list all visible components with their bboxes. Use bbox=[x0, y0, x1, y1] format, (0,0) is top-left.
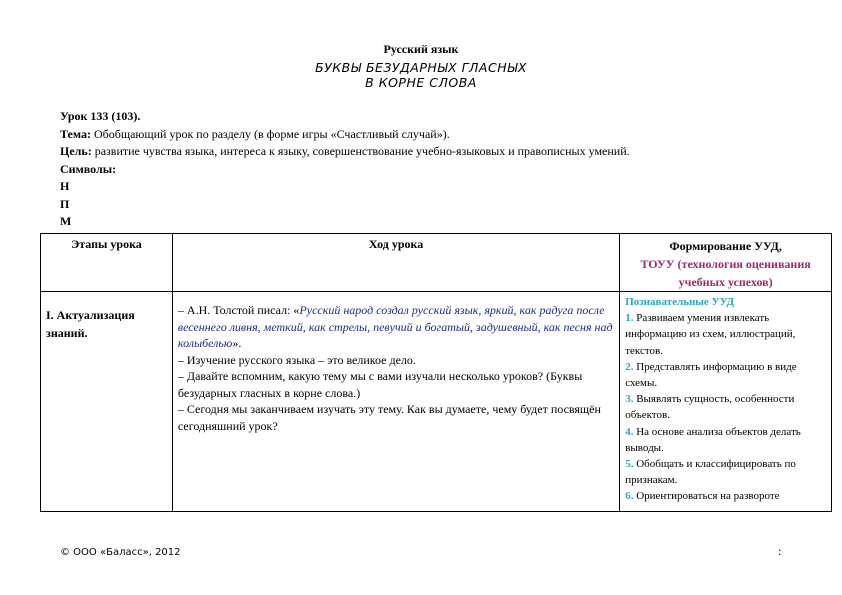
uud-cell bbox=[620, 292, 832, 512]
header-stages: Этапы урока bbox=[41, 234, 173, 292]
lesson-goal bbox=[60, 143, 800, 161]
symbol-p: П bbox=[60, 196, 70, 211]
quote-text: Русский народ создал русский язык, яркий, как радуга после весеннего ливня, меткий, как стрелы, певучий и богатый, задушевный, как песня над колыбелью bbox=[177, 303, 613, 350]
uud-item-number: 6. bbox=[625, 490, 634, 503]
uud-item bbox=[625, 359, 828, 391]
lesson-meta bbox=[60, 108, 800, 231]
page-mark: : bbox=[778, 544, 782, 558]
uud-item-number: 5. bbox=[625, 458, 634, 471]
course-cell bbox=[172, 292, 619, 512]
tolstoy-quote bbox=[178, 302, 614, 352]
uud-item-text: Ориентироваться на развороте bbox=[636, 490, 780, 503]
uud-item-text: Представлять информацию в виде схемы. bbox=[625, 360, 797, 390]
uud-item bbox=[625, 456, 828, 488]
quote-intro: – А.Н. Толстой писал: « bbox=[177, 303, 300, 317]
title-line-2: В КОРНЕ СЛОВА bbox=[365, 75, 477, 90]
header-course: Ход урока bbox=[172, 234, 619, 292]
topic-value: Обобщающий урок по разделу (в форме игры «Счастливый случай»). bbox=[93, 126, 450, 141]
symbol-m: М bbox=[60, 214, 72, 228]
goal-value: развитие чувства языка, интереса к языку, совершенствование учебно-языковых и правописных умений. bbox=[94, 144, 630, 158]
header-toou-line3: учебных успехов) bbox=[678, 275, 773, 289]
uud-item bbox=[625, 424, 828, 456]
quote-end: ». bbox=[232, 336, 242, 350]
header-toou-line2: ТОУУ (технология оценивания bbox=[640, 257, 811, 271]
symbol-n: Н bbox=[60, 179, 70, 193]
topic-label: Тема: bbox=[60, 126, 91, 141]
header-uud-line1: Формирование УУД, bbox=[669, 239, 782, 253]
uud-item-number: 2. bbox=[625, 360, 634, 373]
uud-item-number: 3. bbox=[625, 393, 634, 406]
course-line: – Сегодня мы заканчиваем изучать эту тему. Как вы думаете, чему будет посвящён сегодняшний урок? bbox=[177, 402, 601, 433]
table-header-row bbox=[41, 234, 832, 292]
uud-item-text: Развиваем умения извлекать информацию из схем, иллюстраций, текстов. bbox=[625, 312, 796, 357]
uud-item bbox=[625, 310, 828, 359]
uud-item-number: 1. bbox=[625, 312, 634, 325]
lesson-table bbox=[40, 233, 832, 512]
title-line-1: БУКВЫ БЕЗУДАРНЫХ ГЛАСНЫХ bbox=[315, 60, 527, 75]
uud-item-text: Выявлять сущность, особенности объектов. bbox=[625, 393, 795, 422]
uud-title: Познавательные УУД bbox=[625, 296, 735, 308]
table-row bbox=[41, 292, 832, 512]
stage-cell: I. Актуализация знаний. bbox=[41, 292, 173, 512]
lesson-number: Урок 133 (103). bbox=[60, 109, 141, 123]
uud-item bbox=[625, 391, 828, 423]
header-uud bbox=[620, 234, 832, 292]
lesson-topic bbox=[60, 126, 800, 144]
course-line: – Изучение русского языка – это великое дело. bbox=[177, 352, 416, 367]
symbols-label: Символы: bbox=[60, 161, 117, 176]
uud-item bbox=[625, 488, 828, 504]
subject-heading: Русский язык bbox=[383, 42, 459, 56]
uud-item-text: Обобщать и классифицировать по признакам. bbox=[625, 458, 796, 487]
copyright-footer: © ООО «Баласс», 2012 bbox=[60, 547, 181, 558]
uud-item-number: 4. bbox=[625, 425, 634, 438]
uud-item-text: На основе анализа объектов делать выводы. bbox=[625, 425, 801, 454]
course-line: – Давайте вспомним, какую тему мы с вами изучали несколько уроков? (Буквы безударных гласных в корне слова.) bbox=[177, 369, 583, 400]
lesson-title bbox=[0, 60, 842, 90]
goal-label: Цель: bbox=[60, 144, 92, 158]
